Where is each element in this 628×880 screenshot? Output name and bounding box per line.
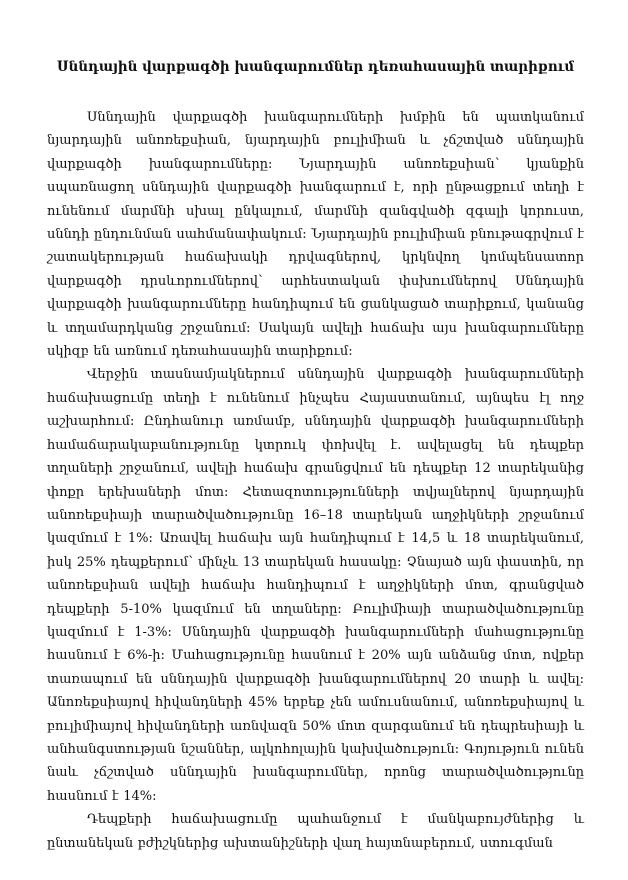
- document-title: Սննդային վարքագծի խանգարումներ դեռահասային տարիքում: [56, 59, 575, 75]
- paragraph-detection: Դեպքերի հաճախացումը պահանջում է մանկաբույժներից և ընտանեկան բժիշկներից ախտանիշների վաղ հայտնաբերում, ստուգման: [47, 812, 584, 851]
- paragraph-epidemiology: Վերջին տասնամյակներում սննդային վարքագծի խանգարումների հաճախացումը տեղի է ունենում ինչպես Հայաստանում, այնպես էլ ողջ աշխարհում: Ընդհանուր առմամբ, սննդային վարքագծի խանգարումների համաճարակաբանությունը կտրուկ փոխվել է. ավելացել են դեպքեր տղաների շրջանում, ավելի հաճախ գրանցվում են դեպքեր 12 տարեկանից փոքր երեխաների մոտ: Հետազոտությունների տվյալներով նյարդային անոռեքսիայի տարածվածությունը 16–18 տարեկան աղջիկների շրջանում կազմում է 1%: Առավել հաճախ այն հանդիպում է 14,5 և 18 տարեկանում, իսկ 25% դեպքերում՝ մինչև 13 տարեկան հասակը: Չնայած այն փաստին, որ անոռեքսիան ավելի հաճախ հանդիպում է աղջիկների մոտ, գրանցված դեպքերի 5-10% կազմում են տղաները: Բուլիմիայի տարածվածությունը կազմում է 1-3%: Սննդային վարքագծի խանգարումների մահացությունը հասնում է 6%-ի: Մահացությունը հասնում է 20% այն անձանց մոտ, ովքեր տառապում են սննդային վարքագծի խանգարումներով 20 տարի և ավել: Անոռեքսիայով հիվանդների 45% երբեք չեն ամուսնանում, անոռեքսիայով և բուլիմիայով հիվանդների առնվազն 50% մոտ զարգանում են դեպրեսիայի և անհանգստության նշաններ, ալկոհոլային կախվածություն: Գոյություն ունեն նաև չճշտված սննդային խանգարումներ, որոնց տարածվածությունը հասնում է 14%:: [47, 367, 584, 804]
- paragraph-intro: Սննդային վարքագծի խանգարումների խմբին են պատկանում նյարդային անոռեքսիան, նյարդային բուլիմիան և չճշտված սննդային վարքագծի խանգարումները: Նյարդային անոռեքսիան՝ կյանքին սպառնացող սննդային վարքագծի խանգարում է, որի ընթացքում տեղի է ունենում մարմնի սխալ ընկալում, մարմնի զանգվածի զգալի կորուստ, սննդի ընդունման սահմանափակում: Նյարդային բուլիմիան բնութագրվում է շատակերության հաճախակի դրվագներով, կրկնվող կոմպենսատոր վարքագծի դրսևորումներով՝ արհեստական փսխումներով Սննդային վարքագծի խանգարումները հանդիպում են ցանկացած տարիքում, կանանց և տղամարդկանց շրջանում: Սակայն ավելի հաճախ այս խանգարումները սկիզբ են առնում դեռահասային տարիքում:: [47, 110, 584, 360]
